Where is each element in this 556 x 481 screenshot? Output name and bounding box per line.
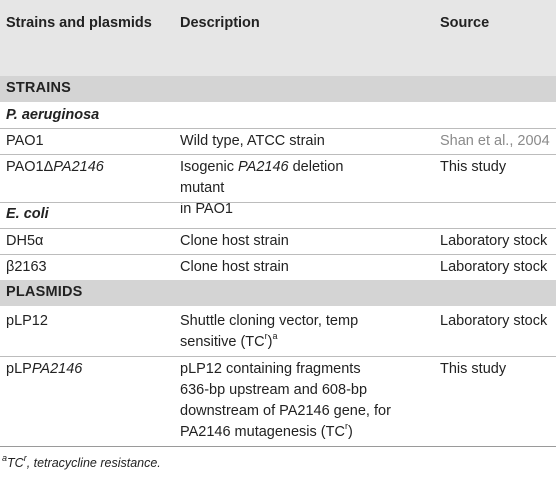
table-header	[0, 0, 556, 76]
section-strains-label: STRAINS	[6, 80, 72, 96]
plasmid-source: This study	[440, 361, 507, 377]
plasmid-description: Shuttle cloning vector, temp sensitive $(TC^r)^a$	[180, 313, 359, 350]
row-divider	[0, 202, 556, 203]
plasmid-name: pLPPA2146	[6, 361, 83, 377]
strain-description: Wild type, ATCC strain	[180, 133, 325, 149]
row-divider	[0, 356, 556, 357]
strain-name: PAO1ΔPA2146	[6, 159, 104, 175]
header-source: Source	[440, 15, 490, 31]
header-strains-plasmids: Strains and plasmids	[6, 15, 152, 31]
strain-description: Clone host strain	[180, 233, 289, 249]
plasmid-name: pLP12	[6, 313, 48, 329]
plasmid-source: Laboratory stock	[440, 313, 548, 329]
table-bottom-rule	[0, 446, 556, 447]
strain-name: DH5α	[6, 233, 44, 249]
row-divider	[0, 154, 556, 155]
strain-source: Laboratory stock	[440, 233, 548, 249]
strain-description: Clone host strain	[180, 259, 289, 275]
organism-e-coli: E. coli	[6, 206, 49, 222]
table-footnote: $^aTC^r$, tetracycline resistance.	[2, 452, 161, 470]
strain-name: β2163	[6, 259, 47, 275]
row-divider	[0, 128, 556, 129]
section-plasmids-label: PLASMIDS	[6, 284, 83, 300]
strain-source: This study	[440, 159, 507, 175]
strain-source-link[interactable]: Shan et al., 2004	[440, 133, 550, 149]
row-divider	[0, 228, 556, 229]
plasmid-description: pLP12 containing fragments 636-bp upstream and 608-bp downstream of PA2146 gene, for PA2146 mutagenesis $(TC^r)$	[180, 361, 391, 440]
strain-description: Isogenic PA2146 deletion mutant in PAO1	[180, 159, 344, 217]
header-description: Description	[180, 15, 260, 31]
strain-source: Laboratory stock	[440, 259, 548, 275]
section-plasmids	[0, 280, 556, 306]
strain-name: PAO1	[6, 133, 44, 149]
section-strains	[0, 76, 556, 102]
row-divider	[0, 254, 556, 255]
organism-p-aeruginosa: P. aeruginosa	[6, 107, 100, 123]
